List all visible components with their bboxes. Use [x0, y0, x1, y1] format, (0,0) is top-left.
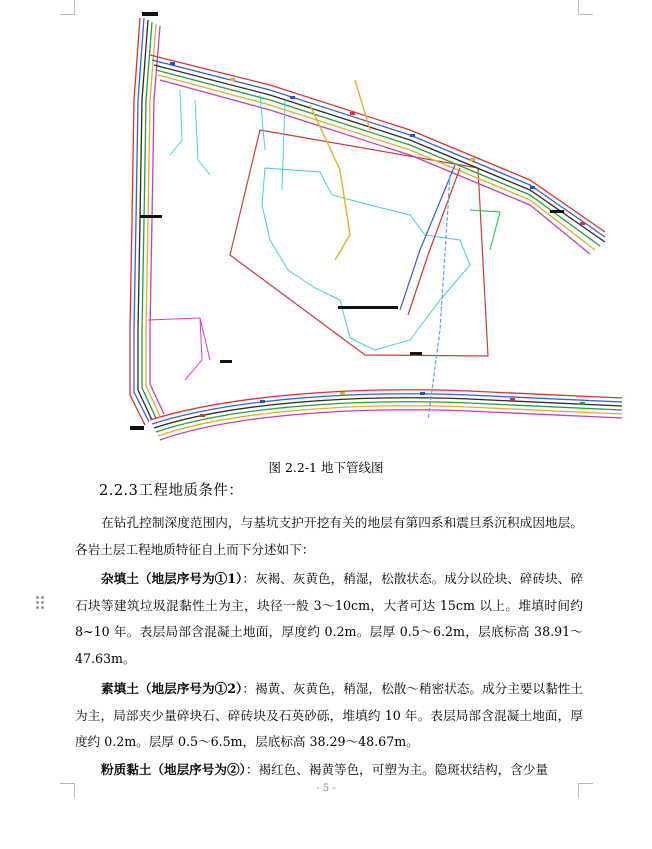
figure-caption: 图 2.2-1 地下管线图: [268, 460, 384, 475]
section-number: 2.2.3: [99, 483, 139, 499]
left-pipeline-bundle: [130, 18, 164, 425]
diagonal-site-pipes: [400, 165, 460, 420]
intro-text: 在钻孔控制深度范围内，与基坑支护开挖有关的地层有第四系和震旦系沉积成因地层。各岩土层工程地质特征自上而下分述如下：: [75, 515, 583, 557]
site-boundary: [230, 130, 488, 356]
paragraph-intro: [75, 510, 583, 563]
layer-2-name: 素填土（地层序号为①2）: [101, 681, 243, 696]
interior-outline: [262, 168, 470, 350]
paragraph-layer-1: [75, 566, 583, 672]
layer-1-name: 杂填土（地层序号为①1）: [101, 571, 243, 586]
bottom-curved-bundle: [150, 390, 622, 440]
pipeline-map-figure: [110, 0, 630, 452]
paragraph-layer-2: [75, 676, 583, 756]
drag-handle-icon[interactable]: [36, 596, 46, 610]
section-title: 工程地质条件：: [138, 483, 244, 499]
page-number: - 5 -: [316, 783, 336, 794]
paragraph-layer-3: [75, 757, 583, 783]
layer-2-text: ：褐黄、灰黄色，稍湿，松散～稍密状态。成分主要以黏性土为主，局部夹少量碎块石、碎砖块及石英砂砾，堆填约 10 年。表层局部含混凝土地面，厚度约 0.2m。层厚 0.5～6.5m，层底标高 38.29～48.67m。: [75, 681, 584, 749]
layer-1-text: ：灰褐、灰黄色，稍湿，松散状态。成分以砼块、碎砖块、碎石块等建筑垃圾混黏性土为主，块径一般 3～10cm，大者可达 15cm 以上。堆填时间约 8~10 年。表层局部含混凝土地面，厚度约 0.2m。层厚 0.5～6.2m，层底标高 38.91～47.63m。: [75, 571, 584, 666]
green-branch: [470, 210, 500, 250]
upper-diagonal-bundle: [150, 55, 605, 254]
layer-3-name: 粉质黏土（地层序号为②）: [101, 762, 246, 777]
map-label-bars: [130, 12, 564, 430]
layer-3-text: ：褐红色、褐黄等色，可塑为主。隐斑状结构，含少量: [245, 762, 549, 777]
map-markers: [170, 62, 585, 417]
section-heading: [99, 479, 243, 500]
magenta-branch: [148, 318, 210, 380]
crop-mark-top-left: [60, 0, 75, 15]
